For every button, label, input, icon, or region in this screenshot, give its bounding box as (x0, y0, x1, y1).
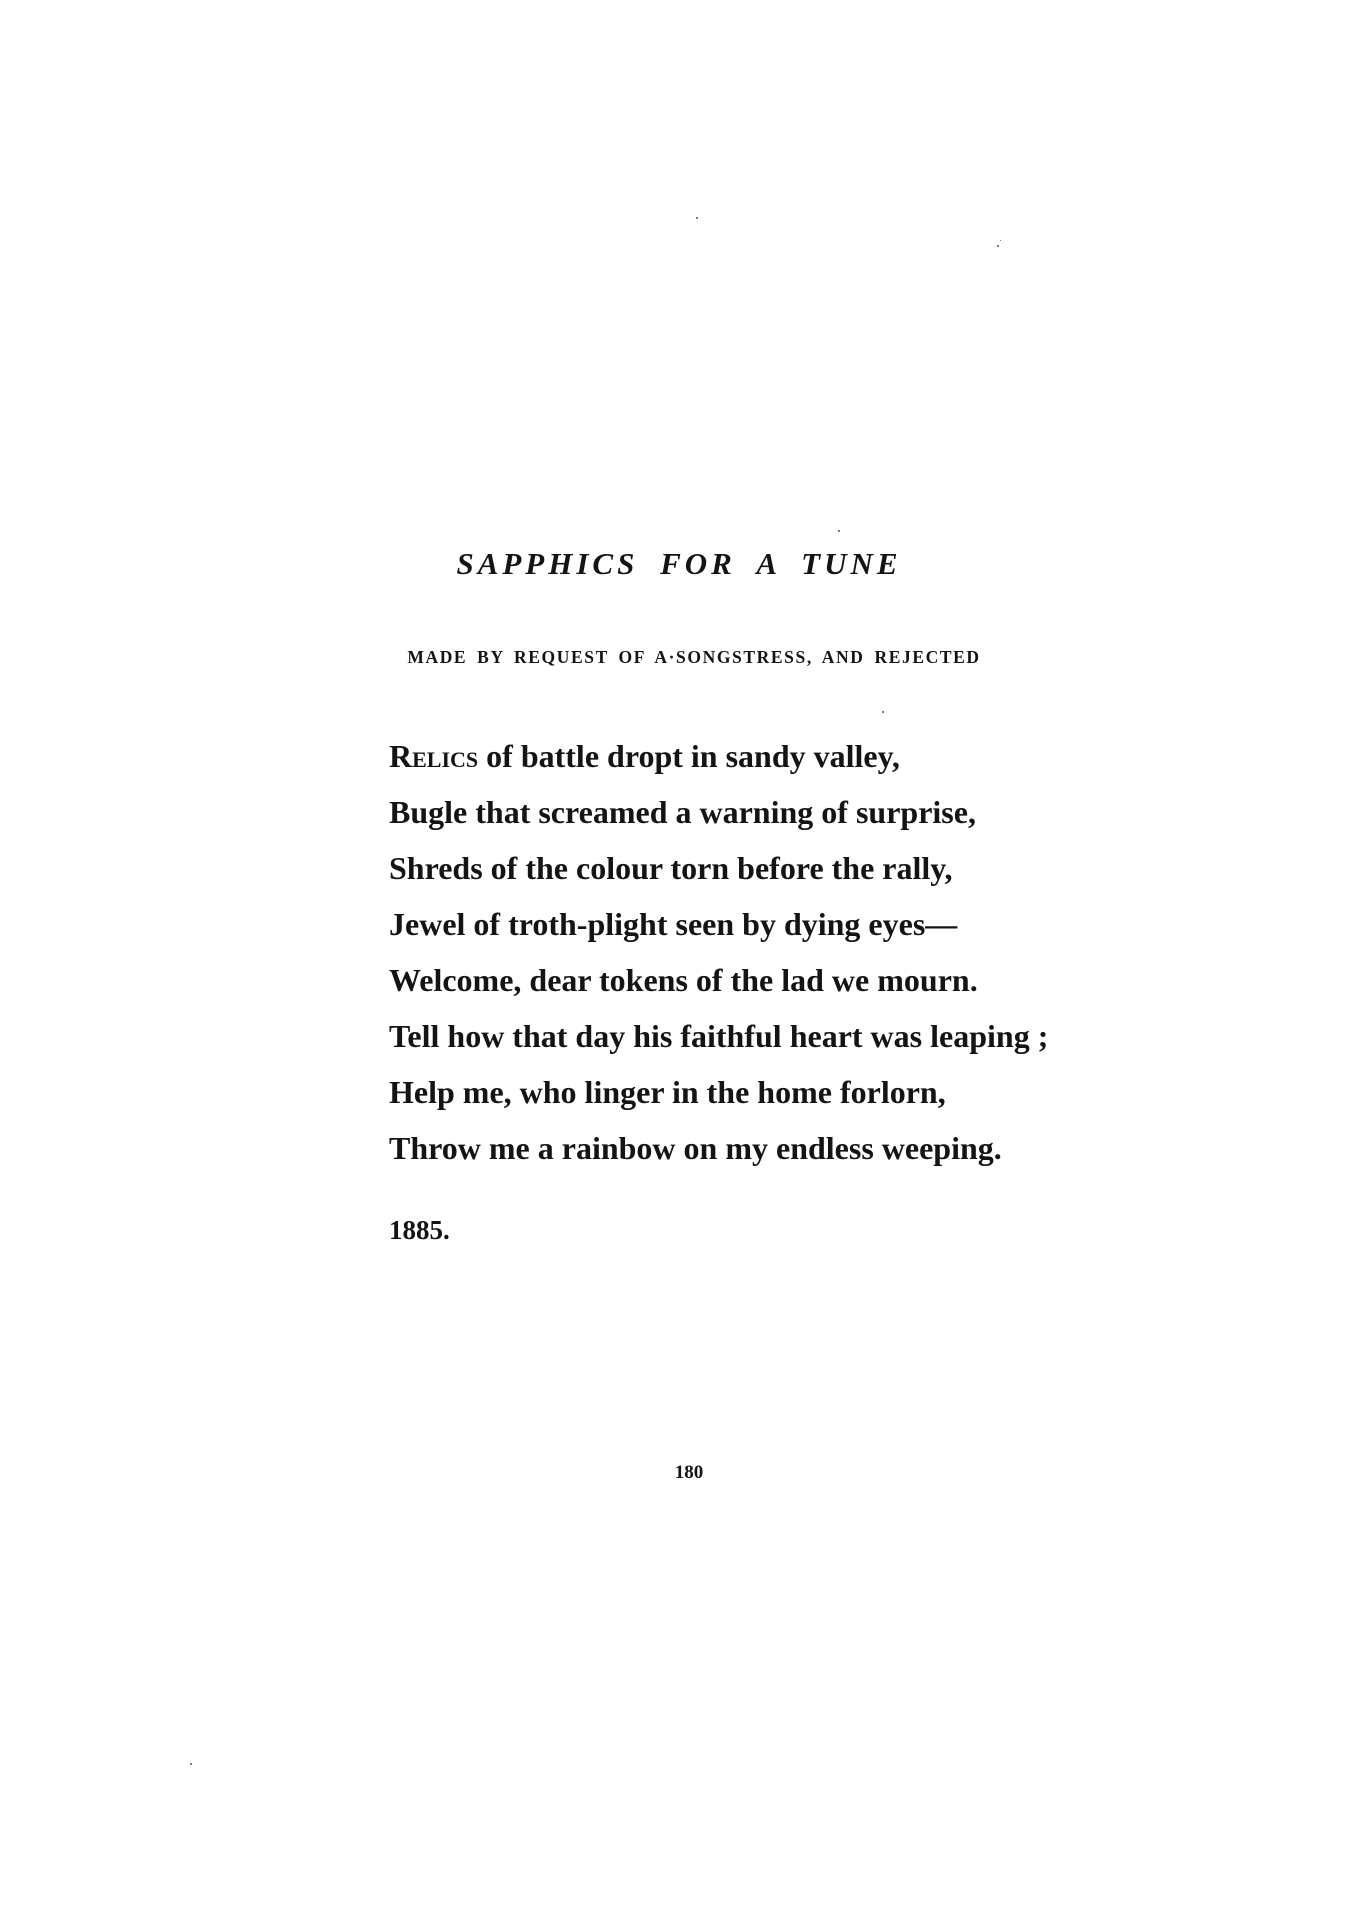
print-speck (696, 217, 698, 219)
page-number: 180 (674, 1462, 704, 1483)
poem-line-2: Bugle that screamed a warning of surprise, (389, 794, 976, 830)
poem-title: SAPPHICS FOR A TUNE (456, 546, 902, 581)
poem-subtitle: MADE BY REQUEST OF A·SONGSTRESS, AND REJECTED (407, 647, 981, 667)
poem-line-8: Throw me a rainbow on my endless weeping. (389, 1130, 1002, 1166)
poem-date: 1885. (389, 1215, 450, 1245)
first-word: Relics (389, 738, 479, 774)
poem-line-3: Shreds of the colour torn before the rally, (389, 850, 953, 886)
poem-line-5: Welcome, dear tokens of the lad we mourn. (389, 962, 978, 998)
poem-stanza (389, 728, 1048, 1176)
print-speck (1000, 240, 1001, 241)
print-speck (882, 711, 884, 713)
poem-line-6: Tell how that day his faithful heart was leaping ; (389, 1018, 1049, 1054)
poem-line-4: Jewel of troth-plight seen by dying eyes— (389, 906, 958, 942)
print-speck (190, 1763, 192, 1765)
poem-line-1 (389, 728, 1048, 784)
print-speck (838, 530, 840, 532)
poem-line-7: Help me, who linger in the home forlorn, (389, 1074, 946, 1110)
print-speck (997, 245, 999, 247)
first-line-rest: of battle dropt in sandy valley, (478, 738, 900, 774)
